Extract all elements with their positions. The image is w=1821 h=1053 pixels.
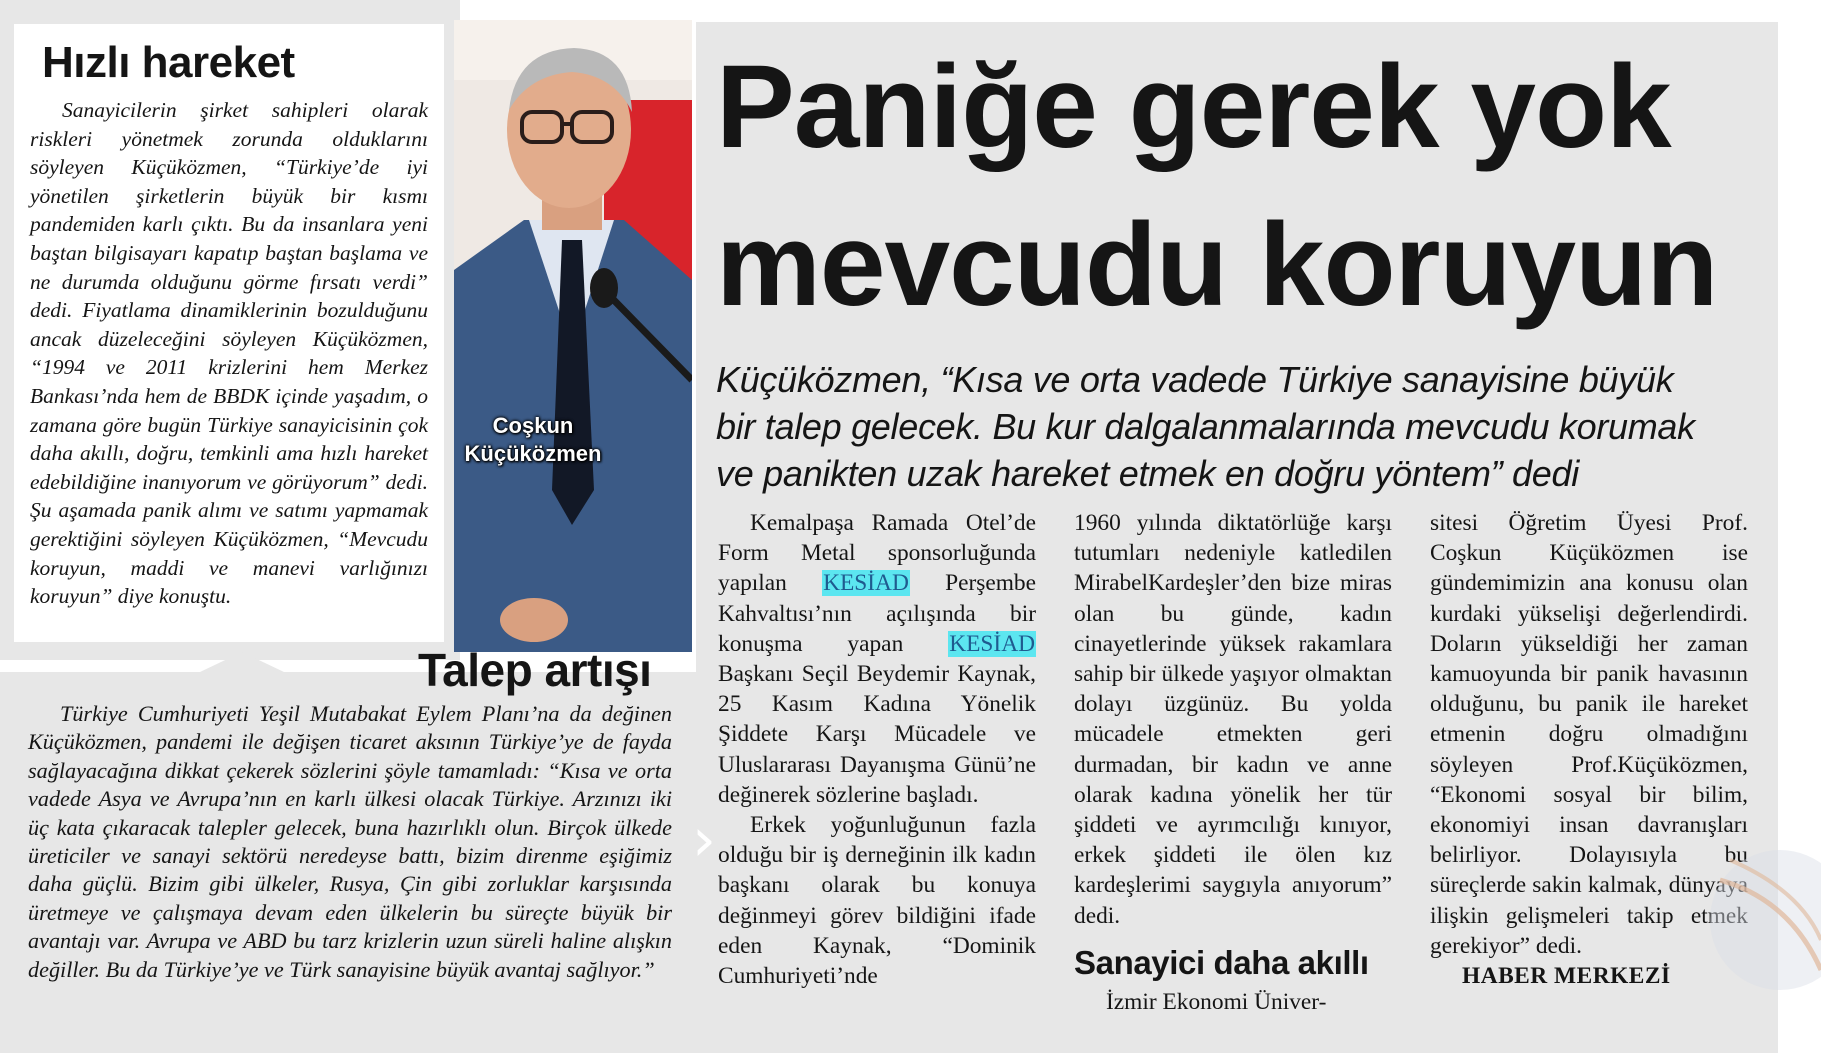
sidebar-heading: Hızlı hareket [42,38,295,87]
photo-caption-last-name: Küçüközmen [464,441,602,466]
sidebar-bottom-heading: Talep artışı [418,644,652,696]
sidebar-talep-artisi [0,644,700,1053]
highlighted-term-1: KESİAD [823,570,909,597]
watermark-logo-icon [1700,820,1821,1020]
sidebar-bottom-body: Türkiye Cumhuriyeti Yeşil Mutabakat Eylem Planı’na da değinen Küçüközmen, pandemi ile değişen ticaret aksının Türkiye’ye de fayda sağlayacağına dikkat çekerek sözlerini şöyle tamamladı: “Kısa ve orta vadede Asya ve Avrupa’nın en karlı ülkesi olacak Türkiye. Arzınızı iki üç kata çıkaracak talepler gelecek, buna hazırlıklı olun. Birçok ülkede üreticiler ve sanayi sektörü neredeyse battı, bizim direnme eşiğimiz daha güçlü. Bizim gibi ülkeler, Rusya, Çin gibi zorluklar karşısında üretmeye ve çalışmaya devam eden ülkelerin bu süreçte büyük bir avantajı var. Avrupa ve ABD bu tarz krizlerin uzun süreli haline alışkın değiller. Bu da Türkiye’ye ve Türk sanayisine büyük avantaj sağlıyor.” [28,701,672,982]
column-3-paragraph-1: sitesi Öğretim Üyesi Prof. Coşkun Küçüközmen ise gündemimizin ana konusu olan kurdaki yükselişi değerlendirdi. Doların yükseldiği her zaman kamuoyunda bir panik havasının olduğunu, bu panik ile hareket etmenin doğru olmadığını söyleyen Prof.Küçüközmen, “Ekonomi sosyal bir bilim, ekonomiyi insan davranışları belirliyor. Dolayısıyla bu süreçlerde sakin kalmak, dünyaya ilişkin gelişmeleri takip etmek gerekiyor” dedi. [1430,510,1748,959]
article-byline: HABER MERKEZİ [1462,963,1671,990]
column-2-subheading: Sanayici daha akıllı [1074,943,1369,981]
portrait-illustration [454,20,692,652]
headline-line-1: Paniğe gerek yok [716,41,1671,173]
article-deck [716,356,1695,497]
column-1-paragraph-2: Erkek yoğunluğunun fazla olduğu bir iş derneğinin ilk kadın başkanı olarak bu konuya değinmeyi görev bildiğini ifade eden Kaynak, “Dominik Cumhuriyeti’nde [718,812,1036,990]
photo-caption [458,412,608,468]
highlighted-term-2: KESİAD [949,630,1035,657]
deck-line-2: bir talep gelecek. Bu kur dalgalanmalarında mevcudu korumak [716,406,1695,447]
article-column-1 [718,508,1036,991]
sidebar-pointer-arrow [200,652,284,672]
chevron-right-icon: › [692,805,716,875]
main-article [696,22,1778,1053]
column-1-paragraph-1 [718,508,1036,810]
photo-caption-first-name: Coşkun [492,413,574,438]
column-1-text-b: Perşembe Kahvaltısı’nın açılışında bir konuşma yapan [718,570,1036,657]
sidebar-body: Sanayicilerin şirket sahipleri olarak riskleri yönetmek zorunda olduklarını söyleyen Küçüközmen, “Türkiye’de iyi yönetilen şirketlerin büyük bir kısmı pandemiden karlı çıktı. Bu da insanlara yeni baştan bilgisayarı kapatıp baştan başlama ve ne durumda olduğunu görme fırsatı verdi” dedi. Fiyatlama dinamiklerinin bozulduğunu ancak düzeleceğini söyleyen Küçüközmen, “1994 ve 2011 krizlerini hem Merkez Bankası’nda hem de BBDK içinde yaşadım, o zamana göre bugün Türkiye sanayicisinin çok daha akıllı, doğru, temkinli ama hızlı hareket edebildiğine inanıyorum ve görüyorum” dedi. Şu aşamada panik alımı ve satımı yapmamak gerektiğini söyleyen Küçüközmen, “Mevcudu koruyun, maddi ve manevi varlığınızı koruyun” diye konuştu. [30,98,428,609]
deck-line-1: Küçüközmen, “Kısa ve orta vadede Türkiye sanayisine büyük [716,359,1674,400]
portrait-photo [454,20,692,652]
headline-line-2: mevcudu koruyun [716,199,1718,331]
column-1-text-a: Kemalpaşa Ramada Otel’de Form Metal sponsorluğunda yapılan [718,510,1036,597]
deck-line-3: ve panikten uzak hareket etmek en doğru yöntem” dedi [716,453,1579,494]
article-column-2 [1074,508,1392,1017]
sidebar-hizli-hareket-card [14,24,444,642]
sidebar-hizli-hareket [0,0,460,660]
column-2-paragraph-1: 1960 yılında diktatörlüğe karşı tutumları nedeniyle katledilen MirabelKardeşler’den bize miras olan bu günde, kadın cinayetlerinde yüksek rakamlara sahip bir ülkede yaşıyor olmaktan dolayı üzgünüz. Bu yolda mücadele etmekten geri durmadan, bir kadın ve anne olarak kadına yönelik her tür şiddeti ve ayrımcılığı kınıyor, erkek şiddeti ile ölen kız kardeşlerimi saygıyla anıyorum” dedi. [1074,510,1392,929]
article-headline [716,42,1717,330]
column-2-paragraph-2: İzmir Ekonomi Üniver- [1106,988,1327,1015]
column-1-text-c: Başkanı Seçil Beydemir Kaynak, 25 Kasım Kadına Yönelik Şiddete Karşı Mücadele ve Uluslararası Dayanışma Günü’ne değinerek sözlerine başladı. [718,661,1036,808]
